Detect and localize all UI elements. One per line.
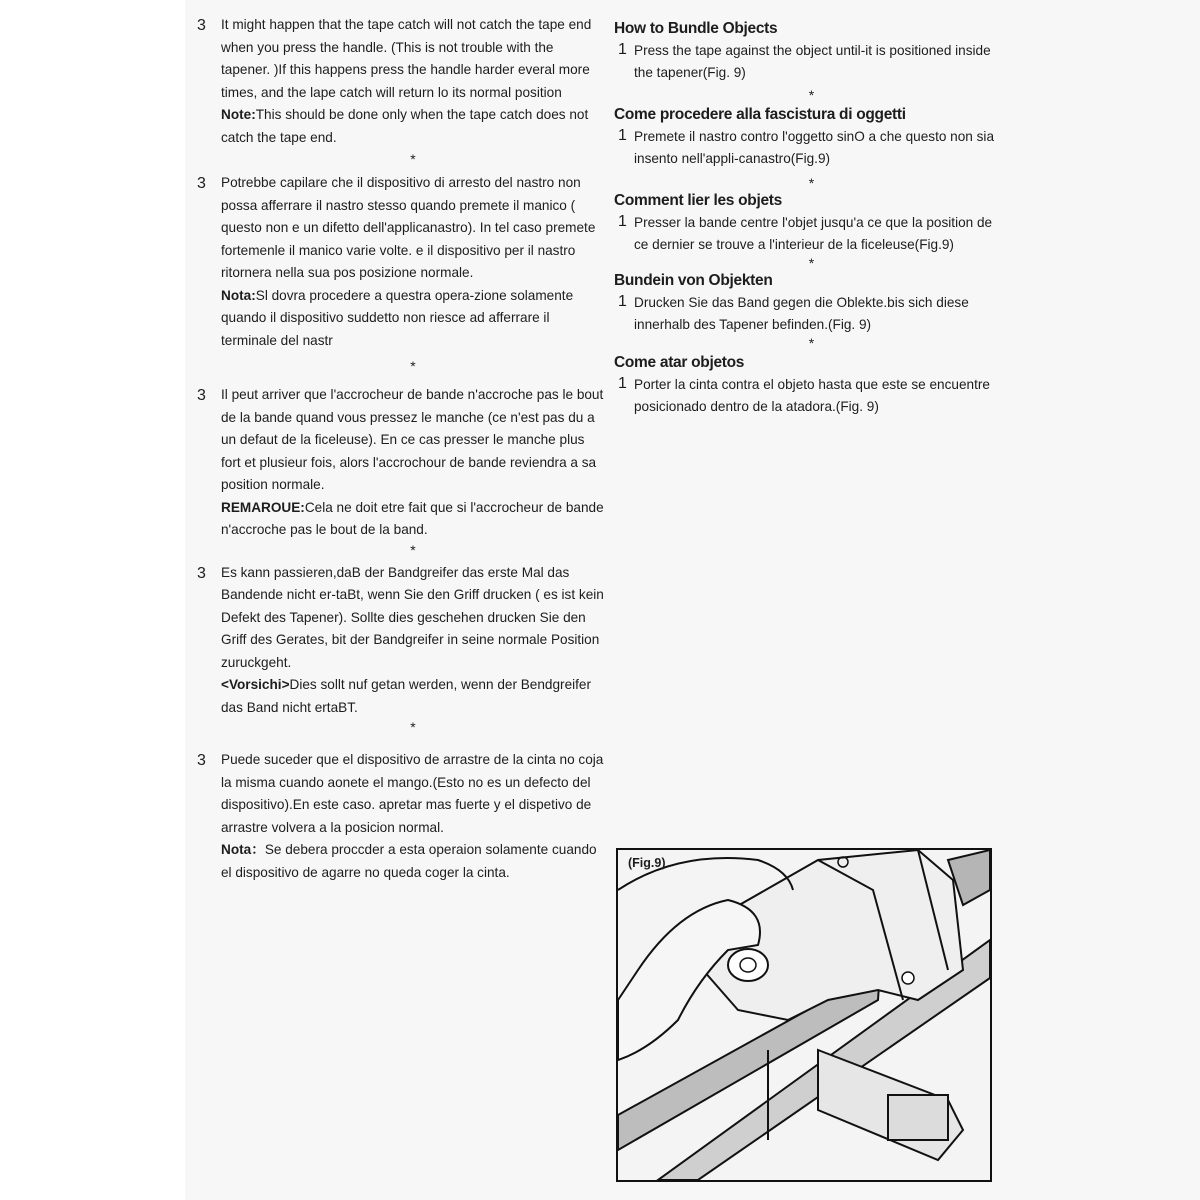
section-title-french: Comment lier les objets — [614, 192, 782, 209]
note-label: <Vorsichi> — [221, 677, 290, 692]
note-text: Se debera proccder a esta operaion solamente cuando el dispositivo de agarre no queda coger la cinta. — [221, 842, 597, 880]
step-number: 3 — [197, 387, 206, 404]
section-text: Porter la cinta contra el objeto hasta que este se encuentre posicionado dentro de la atadora.(Fig. 9) — [634, 377, 990, 414]
note-label: REMAROUE: — [221, 499, 305, 515]
step-number: 1 — [618, 41, 627, 58]
bleed-through-area — [606, 460, 1006, 820]
section-title-german: Bundein von Objekten — [614, 272, 773, 289]
instruction-german — [197, 562, 605, 720]
section-body — [614, 374, 1009, 418]
step-number: 3 — [197, 175, 206, 192]
section-title-english: How to Bundle Objects — [614, 20, 778, 37]
step-number: 1 — [618, 375, 627, 392]
note-text: Cela ne doit etre fait que si l'accrocheur de bande n'accroche pas le bout de la band. — [221, 499, 604, 537]
tapener-drawing — [618, 850, 990, 1180]
note-text: Sl dovra procedere a questra opera-zione solamente quando il dispositivo suddetto non riesce ad afferrare il terminale del nastr — [221, 287, 574, 348]
separator-asterisk: * — [410, 541, 416, 558]
step-number: 3 — [197, 564, 206, 582]
note-label: Note: — [221, 107, 256, 122]
section-body — [614, 126, 1009, 170]
step-number: 3 — [197, 17, 206, 34]
note-paragraph — [221, 674, 605, 719]
instruction-text: Potrebbe capilare che il dispositivo di arresto del nastro non possa afferrare il nastro stesso quando premete il manico ( questo non e un difetto dell'applicanastro). In tel caso premete fortemenle il manico varie volte. e il dispositivo per il nastro ritornera nella sua pos posizione normale. — [221, 175, 596, 280]
separator-asterisk: * — [410, 358, 416, 374]
figure-label: (Fig.9) — [628, 856, 666, 870]
step-number: 3 — [197, 752, 206, 769]
separator-asterisk: * — [808, 335, 815, 351]
section-text: Premete il nastro contro l'oggetto sinO a che questo non sia insento nell'appli-canastro(Fig.9) — [634, 129, 995, 166]
note-paragraph — [221, 285, 605, 353]
figure-9-illustration — [616, 848, 992, 1182]
instruction-text: It might happen that the tape catch will not catch the tape end when you press the handle. (This is not trouble with the tapener. )If this happens press the handle harder everal more times, and the lape catch will return lo its normal position — [221, 17, 592, 100]
instruction-english — [197, 14, 605, 149]
instruction-french — [197, 384, 605, 542]
section-text: Drucken Sie das Band gegen die Oblekte.bis sich diese innerhalb des Tapener befinden.(Fig. 9) — [634, 295, 969, 332]
note-paragraph — [221, 839, 605, 884]
note-paragraph — [221, 104, 605, 149]
instruction-italian — [197, 172, 605, 352]
note-label: Nota: — [221, 287, 256, 303]
separator-asterisk: * — [808, 175, 815, 191]
note-paragraph — [221, 497, 605, 542]
separator-asterisk: * — [410, 151, 416, 167]
section-body — [614, 212, 1009, 256]
left-column — [197, 14, 605, 884]
separator-asterisk: * — [808, 87, 815, 103]
section-title-spanish: Come atar objetos — [614, 354, 745, 371]
step-number: 1 — [618, 293, 627, 310]
right-column — [614, 18, 1009, 418]
note-text: Dies sollt nuf getan werden, wenn der Bendgreifer das Band nicht ertaBT. — [221, 677, 592, 715]
instruction-text: Puede suceder que el dispositivo de arrastre de la cinta no coja la misma cuando aonete el mango.(Esto no es un defecto del dispositivo).En este caso. apretar mas fuerte y el dispetivo de arrastre volvera a la posicion normal. — [221, 752, 604, 835]
note-text: This should be done only when the tape catch does not catch the tape end. — [221, 107, 589, 145]
separator-asterisk: * — [808, 255, 815, 271]
instruction-spanish — [197, 749, 605, 884]
separator-asterisk: * — [410, 719, 416, 735]
note-label: Nota： — [221, 842, 265, 857]
instruction-text: Es kann passieren,daB der Bandgreifer das erste Mal das Bandende nicht er-taBt, wenn Sie den Griff drucken ( es ist kein Defekt des Tapener). Sollte dies geschehen drucken Sie den Griff des Gerates, bit der Bandgreifer in seine normale Position zuruckgeht. — [221, 564, 604, 670]
section-body — [614, 40, 1009, 84]
section-text: Presser la bande centre l'objet jusqu'a ce que la position de ce dernier se trouve a l'interieur de la ficeleuse(Fig.9) — [634, 215, 993, 252]
step-number: 1 — [618, 213, 627, 230]
section-text: Press the tape against the object until-it is positioned inside the tapener(Fig. 9) — [634, 43, 991, 80]
instruction-text: Il peut arriver que l'accrocheur de bande n'accroche pas le bout de la bande quand vous pressez le manche (ce n'est pas du a un defaut de la ficeleuse). En ce cas presser le manche plus fort et plusieur fois, alors l'accrochour de bande reviendra a sa position normale. — [221, 387, 604, 492]
section-title-italian: Come procedere alla fascistura di oggetti — [614, 106, 906, 123]
section-body — [614, 292, 1009, 336]
step-number: 1 — [618, 127, 627, 144]
